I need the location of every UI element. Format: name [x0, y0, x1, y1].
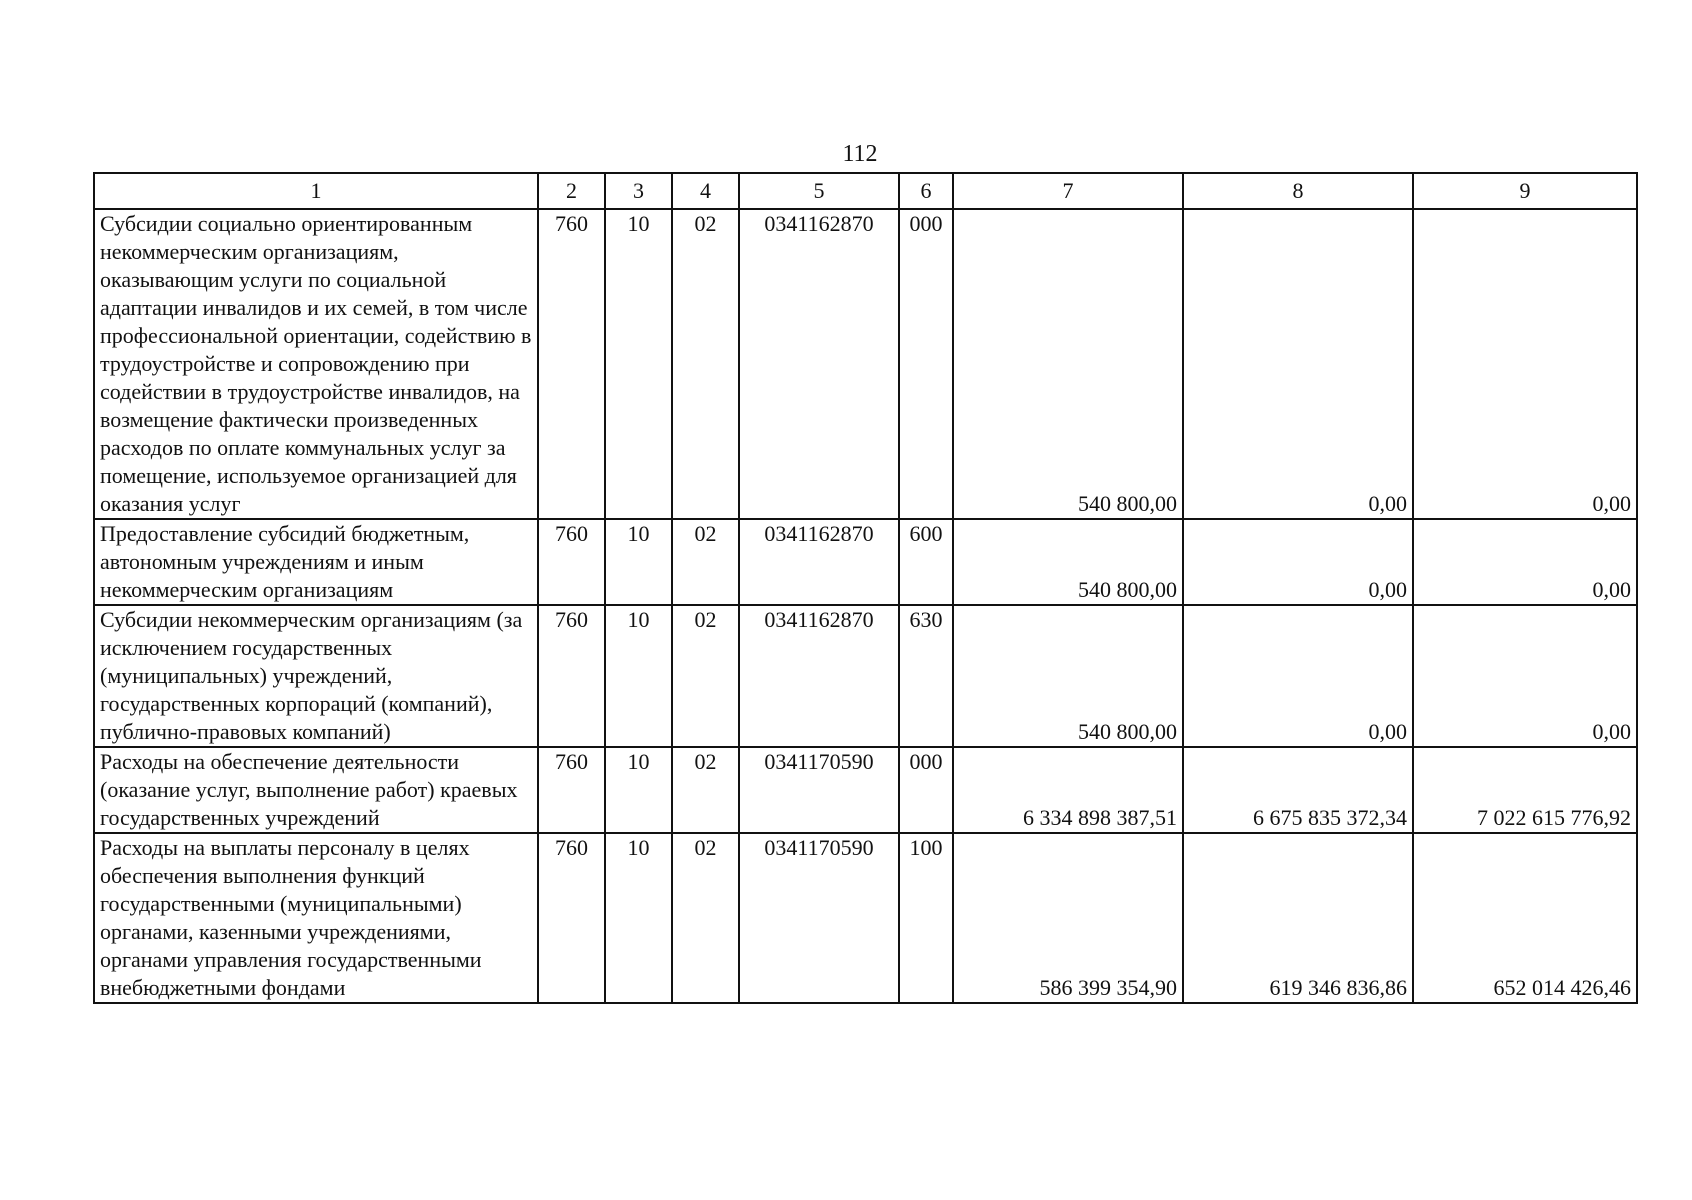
- subsection-code: 02: [672, 605, 739, 747]
- amount-col-7: 540 800,00: [953, 605, 1183, 747]
- table-row: [94, 605, 1637, 747]
- target-item-code: 0341170590: [739, 833, 899, 1003]
- ministry-code: 760: [538, 833, 605, 1003]
- section-code: 10: [605, 605, 672, 747]
- row-description: Субсидии некоммерческим организациям (за исключением государственных (муниципальных) учреждений, государственных корпораций (компаний), публично-правовых компаний): [94, 605, 538, 747]
- column-header-9: 9: [1413, 173, 1637, 209]
- target-item-code: 0341170590: [739, 747, 899, 833]
- amount-col-8: 0,00: [1183, 519, 1413, 605]
- column-number-row: [94, 173, 1637, 209]
- subsection-code: 02: [672, 209, 739, 519]
- column-header-2: 2: [538, 173, 605, 209]
- target-item-code: 0341162870: [739, 209, 899, 519]
- column-header-6: 6: [899, 173, 953, 209]
- column-header-1: 1: [94, 173, 538, 209]
- section-code: 10: [605, 747, 672, 833]
- table-row: [94, 747, 1637, 833]
- amount-col-7: 540 800,00: [953, 209, 1183, 519]
- row-description: Расходы на выплаты персоналу в целях обеспечения выполнения функций государственными (муниципальными) органами, казенными учреждениями, органами управления государственными внебюджетными фондами: [94, 833, 538, 1003]
- column-header-8: 8: [1183, 173, 1413, 209]
- amount-col-9: 7 022 615 776,92: [1413, 747, 1637, 833]
- amount-col-7: 586 399 354,90: [953, 833, 1183, 1003]
- section-code: 10: [605, 833, 672, 1003]
- column-header-3: 3: [605, 173, 672, 209]
- expense-type-code: 000: [899, 747, 953, 833]
- target-item-code: 0341162870: [739, 605, 899, 747]
- amount-col-7: 540 800,00: [953, 519, 1183, 605]
- subsection-code: 02: [672, 519, 739, 605]
- section-code: 10: [605, 209, 672, 519]
- amount-col-9: 0,00: [1413, 605, 1637, 747]
- section-code: 10: [605, 519, 672, 605]
- expense-type-code: 000: [899, 209, 953, 519]
- row-description: Субсидии социально ориентированным некоммерческим организациям, оказывающим услуги по социальной адаптации инвалидов и их семей, в том числе профессиональной ориентации, содействию в трудоустройстве и сопровождению при содействии в трудоустройстве инвалидов, на возмещение фактически произведенных расходов по оплате коммунальных услуг за помещение, используемое организацией для оказания услуг: [94, 209, 538, 519]
- budget-table: [93, 172, 1638, 1004]
- ministry-code: 760: [538, 519, 605, 605]
- subsection-code: 02: [672, 833, 739, 1003]
- amount-col-8: 619 346 836,86: [1183, 833, 1413, 1003]
- amount-col-8: 0,00: [1183, 209, 1413, 519]
- page-number: 112: [842, 141, 878, 167]
- target-item-code: 0341162870: [739, 519, 899, 605]
- row-description: Расходы на обеспечение деятельности (оказание услуг, выполнение работ) краевых государственных учреждений: [94, 747, 538, 833]
- amount-col-9: 652 014 426,46: [1413, 833, 1637, 1003]
- ministry-code: 760: [538, 605, 605, 747]
- table-row: [94, 833, 1637, 1003]
- amount-col-7: 6 334 898 387,51: [953, 747, 1183, 833]
- amount-col-9: 0,00: [1413, 519, 1637, 605]
- column-header-4: 4: [672, 173, 739, 209]
- expense-type-code: 100: [899, 833, 953, 1003]
- amount-col-8: 0,00: [1183, 605, 1413, 747]
- column-header-7: 7: [953, 173, 1183, 209]
- column-header-5: 5: [739, 173, 899, 209]
- ministry-code: 760: [538, 209, 605, 519]
- row-description: Предоставление субсидий бюджетным, автономным учреждениям и иным некоммерческим организациям: [94, 519, 538, 605]
- table-row: [94, 519, 1637, 605]
- expense-type-code: 630: [899, 605, 953, 747]
- expense-type-code: 600: [899, 519, 953, 605]
- subsection-code: 02: [672, 747, 739, 833]
- amount-col-8: 6 675 835 372,34: [1183, 747, 1413, 833]
- table-row: [94, 209, 1637, 519]
- amount-col-9: 0,00: [1413, 209, 1637, 519]
- ministry-code: 760: [538, 747, 605, 833]
